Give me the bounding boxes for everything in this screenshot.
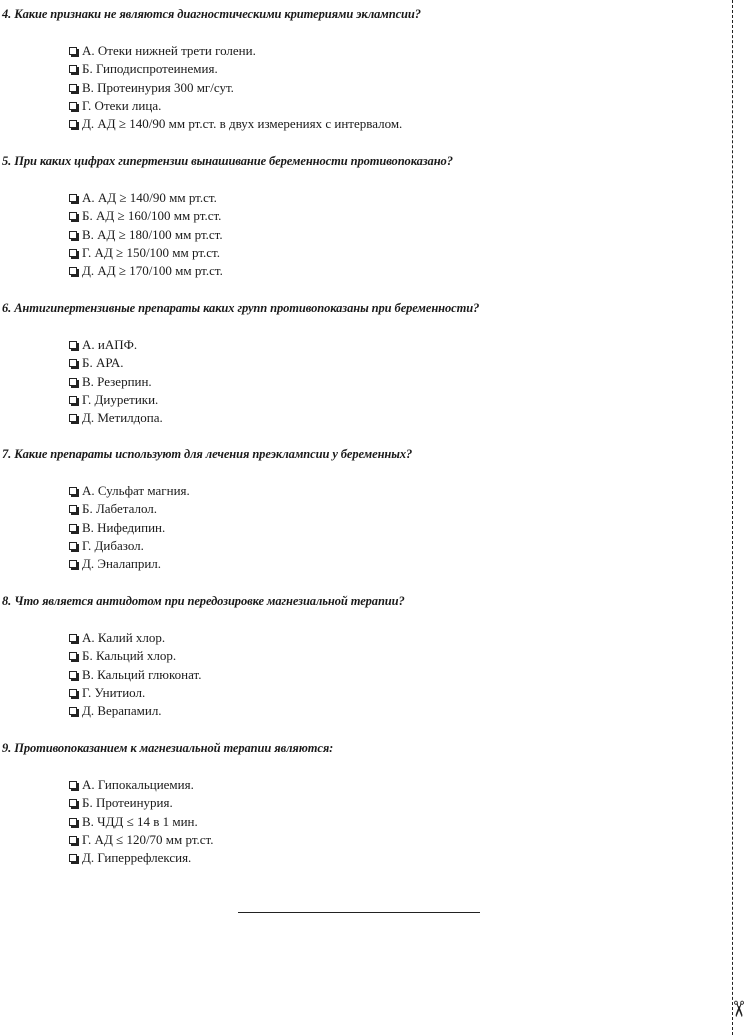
answer-option[interactable] [69,354,479,372]
answer-option[interactable] [69,702,405,720]
option-label: А. Отеки нижней трети голени. [82,43,256,58]
answer-option[interactable] [69,776,333,794]
checkbox-icon[interactable] [69,359,77,367]
checkbox-icon[interactable] [69,102,77,110]
answer-option[interactable] [69,244,453,262]
cut-line [732,0,733,1035]
option-label: А. Сульфат магния. [82,483,190,498]
answer-option[interactable] [69,684,405,702]
question-title: 7. Какие препараты используют для лечения преэклампсии у беременных? [2,447,413,461]
checkbox-icon[interactable] [69,487,77,495]
option-label: В. Нифедипин. [82,519,166,535]
option-label: В. Кальций глюконат. [82,666,202,682]
checkbox-icon[interactable] [69,212,77,220]
checkbox-icon[interactable] [69,854,77,862]
question-9 [2,740,333,867]
answer-options [69,42,421,133]
option-label: А. иАПФ. [82,337,138,352]
option-label: А. Калий хлор. [82,630,166,645]
option-label: Б. Гиподиспротеинемия. [82,61,218,77]
checkbox-icon[interactable] [69,341,77,349]
answer-option[interactable] [69,207,453,225]
option-label: Д. АД ≥ 170/100 мм рт.ст. [82,263,223,279]
answer-option[interactable] [69,813,333,831]
option-label: Б. Протеинурия. [82,795,173,811]
answer-option[interactable] [69,482,412,500]
question-8 [2,593,405,720]
checkbox-icon[interactable] [69,671,77,679]
answer-option[interactable] [69,849,333,867]
option-label: А. Гипокальциемия. [82,777,194,792]
option-label: Б. Лабеталол. [82,501,158,517]
question-4 [2,6,421,133]
answer-option[interactable] [69,629,405,647]
answer-option[interactable] [69,226,453,244]
checkbox-icon[interactable] [69,47,77,55]
checkbox-icon[interactable] [69,194,77,202]
answer-options [69,629,405,720]
answer-option[interactable] [69,537,412,555]
option-label: Д. Эналаприл. [82,556,162,572]
answer-option[interactable] [69,831,333,849]
option-label: В. АД ≥ 180/100 мм рт.ст. [82,226,223,242]
question-7 [2,446,412,573]
answer-option[interactable] [69,519,412,537]
question-title: 5. При каких цифрах гипертензии вынашивание беременности противопоказано? [2,154,453,168]
checkbox-icon[interactable] [69,560,77,568]
checkbox-icon[interactable] [69,120,77,128]
checkbox-icon[interactable] [69,84,77,92]
checkbox-icon[interactable] [69,524,77,532]
answer-option[interactable] [69,97,421,115]
checkbox-icon[interactable] [69,396,77,404]
option-label: А. АД ≥ 140/90 мм рт.ст. [82,190,217,205]
scissors-icon: ✂ [725,999,751,1019]
question-title: 6. Антигипертензивные препараты каких групп противопоказаны при беременности? [2,301,480,315]
answer-option[interactable] [69,115,421,133]
checkbox-icon[interactable] [69,65,77,73]
answer-option[interactable] [69,500,412,518]
question-title: 8. Что является антидотом при передозировке магнезиальной терапии? [2,594,405,608]
option-label: В. Протеинурия 300 мг/сут. [82,79,234,95]
answer-option[interactable] [69,189,453,207]
option-label: Г. Дибазол. [82,537,144,553]
answer-option[interactable] [69,42,421,60]
checkbox-icon[interactable] [69,542,77,550]
option-label: Д. Метилдопа. [82,410,163,426]
option-label: Г. Отеки лица. [82,97,162,113]
option-label: Д. Верапамил. [82,703,162,719]
option-label: Д. АД ≥ 140/90 мм рт.ст. в двух измерениях с интервалом. [82,116,403,132]
answer-options [69,336,479,427]
answer-options [69,482,412,573]
checkbox-icon[interactable] [69,505,77,513]
option-label: В. ЧДД ≤ 14 в 1 мин. [82,813,198,829]
answer-option[interactable] [69,60,421,78]
answer-option[interactable] [69,666,405,684]
answer-options [69,189,453,280]
checkbox-icon[interactable] [69,231,77,239]
answer-option[interactable] [69,373,479,391]
checkbox-icon[interactable] [69,652,77,660]
checkbox-icon[interactable] [69,414,77,422]
checkbox-icon[interactable] [69,249,77,257]
option-label: Г. Унитиол. [82,684,146,700]
option-label: В. Резерпин. [82,373,152,389]
answer-option[interactable] [69,555,412,573]
question-5 [2,153,453,280]
checkbox-icon[interactable] [69,781,77,789]
option-label: Г. АД ≤ 120/70 мм рт.ст. [82,831,214,847]
answer-option[interactable] [69,262,453,280]
checkbox-icon[interactable] [69,267,77,275]
answer-option[interactable] [69,79,421,97]
answer-option[interactable] [69,647,405,665]
checkbox-icon[interactable] [69,378,77,386]
option-label: Г. Диуретики. [82,391,159,407]
answer-option[interactable] [69,794,333,812]
question-title: 4. Какие признаки не являются диагностическими критериями эклампсии? [2,7,421,21]
option-label: Б. Кальций хлор. [82,648,177,664]
answer-option[interactable] [69,391,479,409]
answer-options [69,776,333,867]
checkbox-icon[interactable] [69,818,77,826]
checkbox-icon[interactable] [69,799,77,807]
option-label: Б. АД ≥ 160/100 мм рт.ст. [82,208,222,224]
checkbox-icon[interactable] [69,707,77,715]
option-label: Г. АД ≥ 150/100 мм рт.ст. [82,244,221,260]
answer-option[interactable] [69,336,479,354]
checkbox-icon[interactable] [69,689,77,697]
checkbox-icon[interactable] [69,836,77,844]
question-title: 9. Противопоказанием к магнезиальной терапии являются: [2,741,334,755]
question-6 [2,300,479,427]
checkbox-icon[interactable] [69,634,77,642]
option-label: Д. Гиперрефлексия. [82,850,192,866]
option-label: Б. АРА. [82,355,124,371]
end-separator-line [238,912,480,913]
answer-option[interactable] [69,409,479,427]
